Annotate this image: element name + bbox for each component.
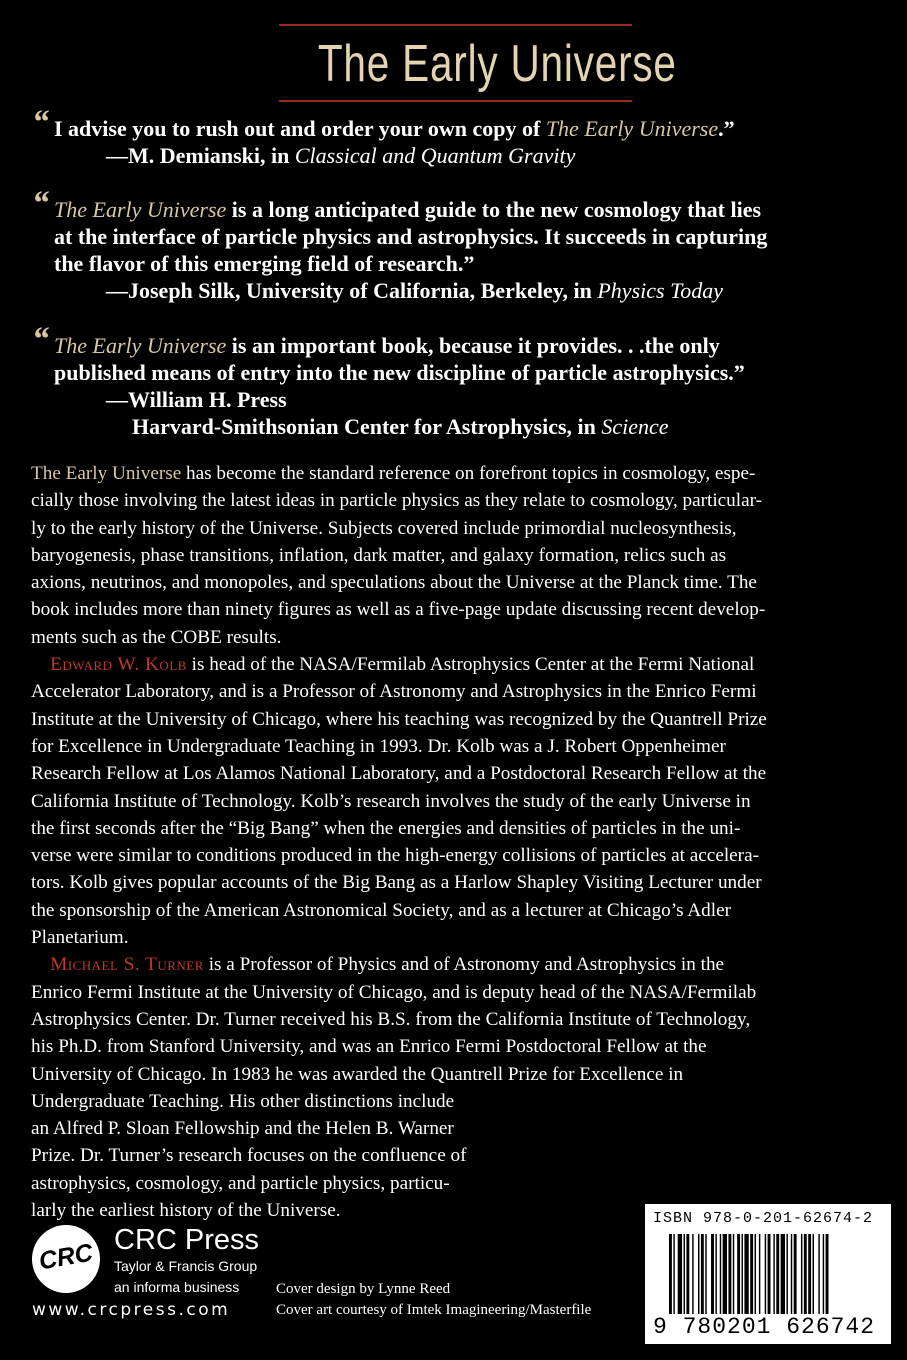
description-line: verse were similar to conditions produced in the high-energy collisions of particles at accelera- bbox=[31, 845, 759, 867]
review-quote-3 bbox=[32, 321, 872, 442]
barcode-bar bbox=[744, 1234, 748, 1314]
barcode-bar bbox=[801, 1234, 802, 1314]
barcode-bar bbox=[818, 1234, 819, 1314]
title-rule-top bbox=[279, 24, 632, 26]
quote-line: at the interface of particle physics and astrophysics. It succeeds in capturing bbox=[54, 224, 768, 249]
description-line: Michael S. Turner is a Professor of Physics and of Astronomy and Astrophysics in the bbox=[50, 954, 725, 976]
quote-mark-icon: “ bbox=[32, 104, 49, 141]
publisher-group: Taylor & Francis Group bbox=[114, 1258, 258, 1274]
description-line: Planetarium. bbox=[31, 927, 129, 949]
description-line: ments such as the COBE results. bbox=[31, 626, 282, 648]
barcode-bar bbox=[698, 1234, 699, 1314]
barcode-bar bbox=[786, 1234, 787, 1314]
book-title: The Early Universe bbox=[317, 35, 677, 93]
barcode-bar bbox=[759, 1234, 760, 1314]
barcode-bar bbox=[808, 1234, 811, 1314]
barcode-bar bbox=[669, 1234, 672, 1314]
barcode-bar bbox=[673, 1234, 674, 1314]
description-line: astrophysics, cosmology, and particle physics, particu- bbox=[31, 1172, 450, 1194]
description-line: The Early Universe has become the standard reference on forefront topics in cosmology, espe- bbox=[31, 463, 756, 484]
description-line: University of Chicago. In 1983 he was awarded the Quantrell Prize for Excellence in bbox=[31, 1063, 684, 1085]
cover-design-credit: Cover design by Lynne Reed bbox=[276, 1281, 451, 1297]
description-line: his Ph.D. from Stanford University, and was an Enrico Fermi Postdoctoral Fellow at the bbox=[31, 1036, 707, 1058]
barcode-bar bbox=[737, 1234, 740, 1314]
barcode-bar bbox=[765, 1234, 766, 1314]
description-line: larly the earliest history of the Universe. bbox=[31, 1200, 341, 1222]
barcode-bar bbox=[742, 1234, 743, 1314]
description-line: book includes more than ninety figures as well as a five-page update discussing recent develop- bbox=[31, 599, 766, 621]
barcode-bar bbox=[678, 1234, 682, 1314]
title-block bbox=[279, 24, 677, 102]
title-rule-bottom bbox=[279, 100, 632, 102]
review-quote-1 bbox=[32, 104, 872, 175]
barcode-bar bbox=[768, 1234, 771, 1314]
review-quote-2 bbox=[32, 185, 872, 308]
quote-attribution: Harvard-Smithsonian Center for Astrophysics, in Science bbox=[132, 414, 669, 439]
isbn-digits: 9 780201 626742 bbox=[653, 1314, 876, 1340]
quote-attribution: —William H. Press bbox=[106, 387, 287, 412]
description-line: Edward W. Kolb is head of the NASA/Fermilab Astrophysics Center at the Fermi National bbox=[50, 654, 755, 676]
barcode-bar bbox=[686, 1234, 689, 1314]
barcode-bar bbox=[794, 1234, 797, 1314]
quote-line: I advise you to rush out and order your own copy of The Early Universe.” bbox=[54, 116, 735, 141]
quote-attribution: —M. Demianski, in Classical and Quantum Gravity bbox=[106, 143, 576, 168]
barcode-bar bbox=[720, 1234, 721, 1314]
author-name: Michael S. Turner bbox=[50, 954, 204, 976]
isbn-barcode-box bbox=[645, 1204, 891, 1344]
quote-line: published means of entry into the new discipline of particle astrophysics.” bbox=[54, 360, 745, 385]
barcode-bar bbox=[791, 1234, 792, 1314]
description-line: Research Fellow at Los Alamos National Laboratory, and a Postdoctoral Research Fellow at the bbox=[31, 763, 767, 785]
quote-line: The Early Universe is a long anticipated guide to the new cosmology that lies bbox=[54, 197, 762, 222]
barcode-bar bbox=[804, 1234, 807, 1314]
barcode-bar bbox=[773, 1234, 774, 1314]
description-line: California Institute of Technology. Kolb’s research involves the study of the early Universe in bbox=[31, 790, 751, 812]
barcode-bar bbox=[684, 1234, 685, 1314]
description-line: Astrophysics Center. Dr. Turner received his B.S. from the California Institute of Technology, bbox=[31, 1008, 751, 1030]
description-line: Enrico Fermi Institute at the University of Chicago, and is deputy head of the NASA/Fermilab bbox=[31, 981, 757, 1003]
barcode-bar bbox=[733, 1234, 734, 1314]
barcode-bar bbox=[701, 1234, 704, 1314]
quote-mark-icon: “ bbox=[32, 185, 49, 222]
barcode-icon bbox=[669, 1234, 883, 1314]
barcode-bar bbox=[781, 1234, 785, 1314]
description-line: cially those involving the latest ideas in particle physics as they relate to cosmology, particular- bbox=[31, 490, 763, 512]
book-description bbox=[31, 460, 861, 1224]
description-line: Undergraduate Teaching. His other distinctions include bbox=[31, 1090, 455, 1112]
cover-art-credit: Cover art courtesy of Imtek Imagineering/Masterfile bbox=[276, 1302, 592, 1318]
barcode-bar bbox=[813, 1234, 814, 1314]
quote-attribution: —Joseph Silk, University of California, Berkeley, in Physics Today bbox=[106, 278, 724, 303]
barcode-bar bbox=[711, 1234, 714, 1314]
description-line: Accelerator Laboratory, and is a Professor of Astronomy and Astrophysics in the Enrico Fermi bbox=[31, 681, 757, 703]
barcode-bar bbox=[705, 1234, 706, 1314]
description-line: tors. Kolb gives popular accounts of the Big Bang as a Harlow Shapley Visiting Lecturer under bbox=[31, 872, 762, 894]
barcode-bar bbox=[776, 1234, 779, 1314]
barcode-bar bbox=[826, 1234, 829, 1314]
barcode-bar bbox=[823, 1234, 824, 1314]
description-line: Institute at the University of Chicago, where his teaching was recognized by the Quantrell Prize bbox=[31, 708, 767, 730]
description-line: Prize. Dr. Turner’s research focuses on the confluence of bbox=[31, 1145, 467, 1167]
barcode-bar bbox=[728, 1234, 731, 1314]
description-line: ly to the early history of the Universe. Subjects covered include primordial nucleosynthesis, bbox=[31, 517, 737, 539]
quote-mark-icon: “ bbox=[32, 321, 49, 358]
description-line: axions, neutrinos, and monopoles, and speculations about the Universe at the Planck time. The bbox=[31, 572, 757, 594]
barcode-bar bbox=[750, 1234, 753, 1314]
barcode-bar bbox=[755, 1234, 756, 1314]
barcode-bar bbox=[723, 1234, 727, 1314]
description-line: baryogenesis, phase transitions, inflation, dark matter, and galaxy formation, relics such as bbox=[31, 544, 727, 566]
barcode-bar bbox=[692, 1234, 693, 1314]
isbn-label: ISBN 978-0-201-62674-2 bbox=[653, 1210, 874, 1227]
quote-line: the flavor of this emerging field of research.” bbox=[54, 251, 475, 276]
publisher-name: CRC Press bbox=[114, 1224, 260, 1256]
publisher-informa: an informa business bbox=[114, 1279, 240, 1295]
barcode-bar bbox=[715, 1234, 716, 1314]
crc-logo-icon: CRC bbox=[32, 1225, 100, 1293]
quote-line: The Early Universe is an important book, because it provides. . .the only bbox=[54, 333, 720, 358]
description-line: the first seconds after the “Big Bang” when the energies and densities of particles in the uni- bbox=[31, 817, 741, 839]
author-name: Edward W. Kolb bbox=[50, 654, 187, 676]
publisher-website[interactable]: www.crcpress.com bbox=[32, 1300, 231, 1320]
description-line: for Excellence in Undergraduate Teaching in 1993. Dr. Kolb was a J. Robert Oppenheimer bbox=[31, 735, 726, 757]
description-line: the sponsorship of the American Astronomical Society, and as a lecturer at Chicago’s Adler bbox=[31, 899, 731, 921]
description-line: an Alfred P. Sloan Fellowship and the Helen B. Warner bbox=[31, 1118, 454, 1140]
